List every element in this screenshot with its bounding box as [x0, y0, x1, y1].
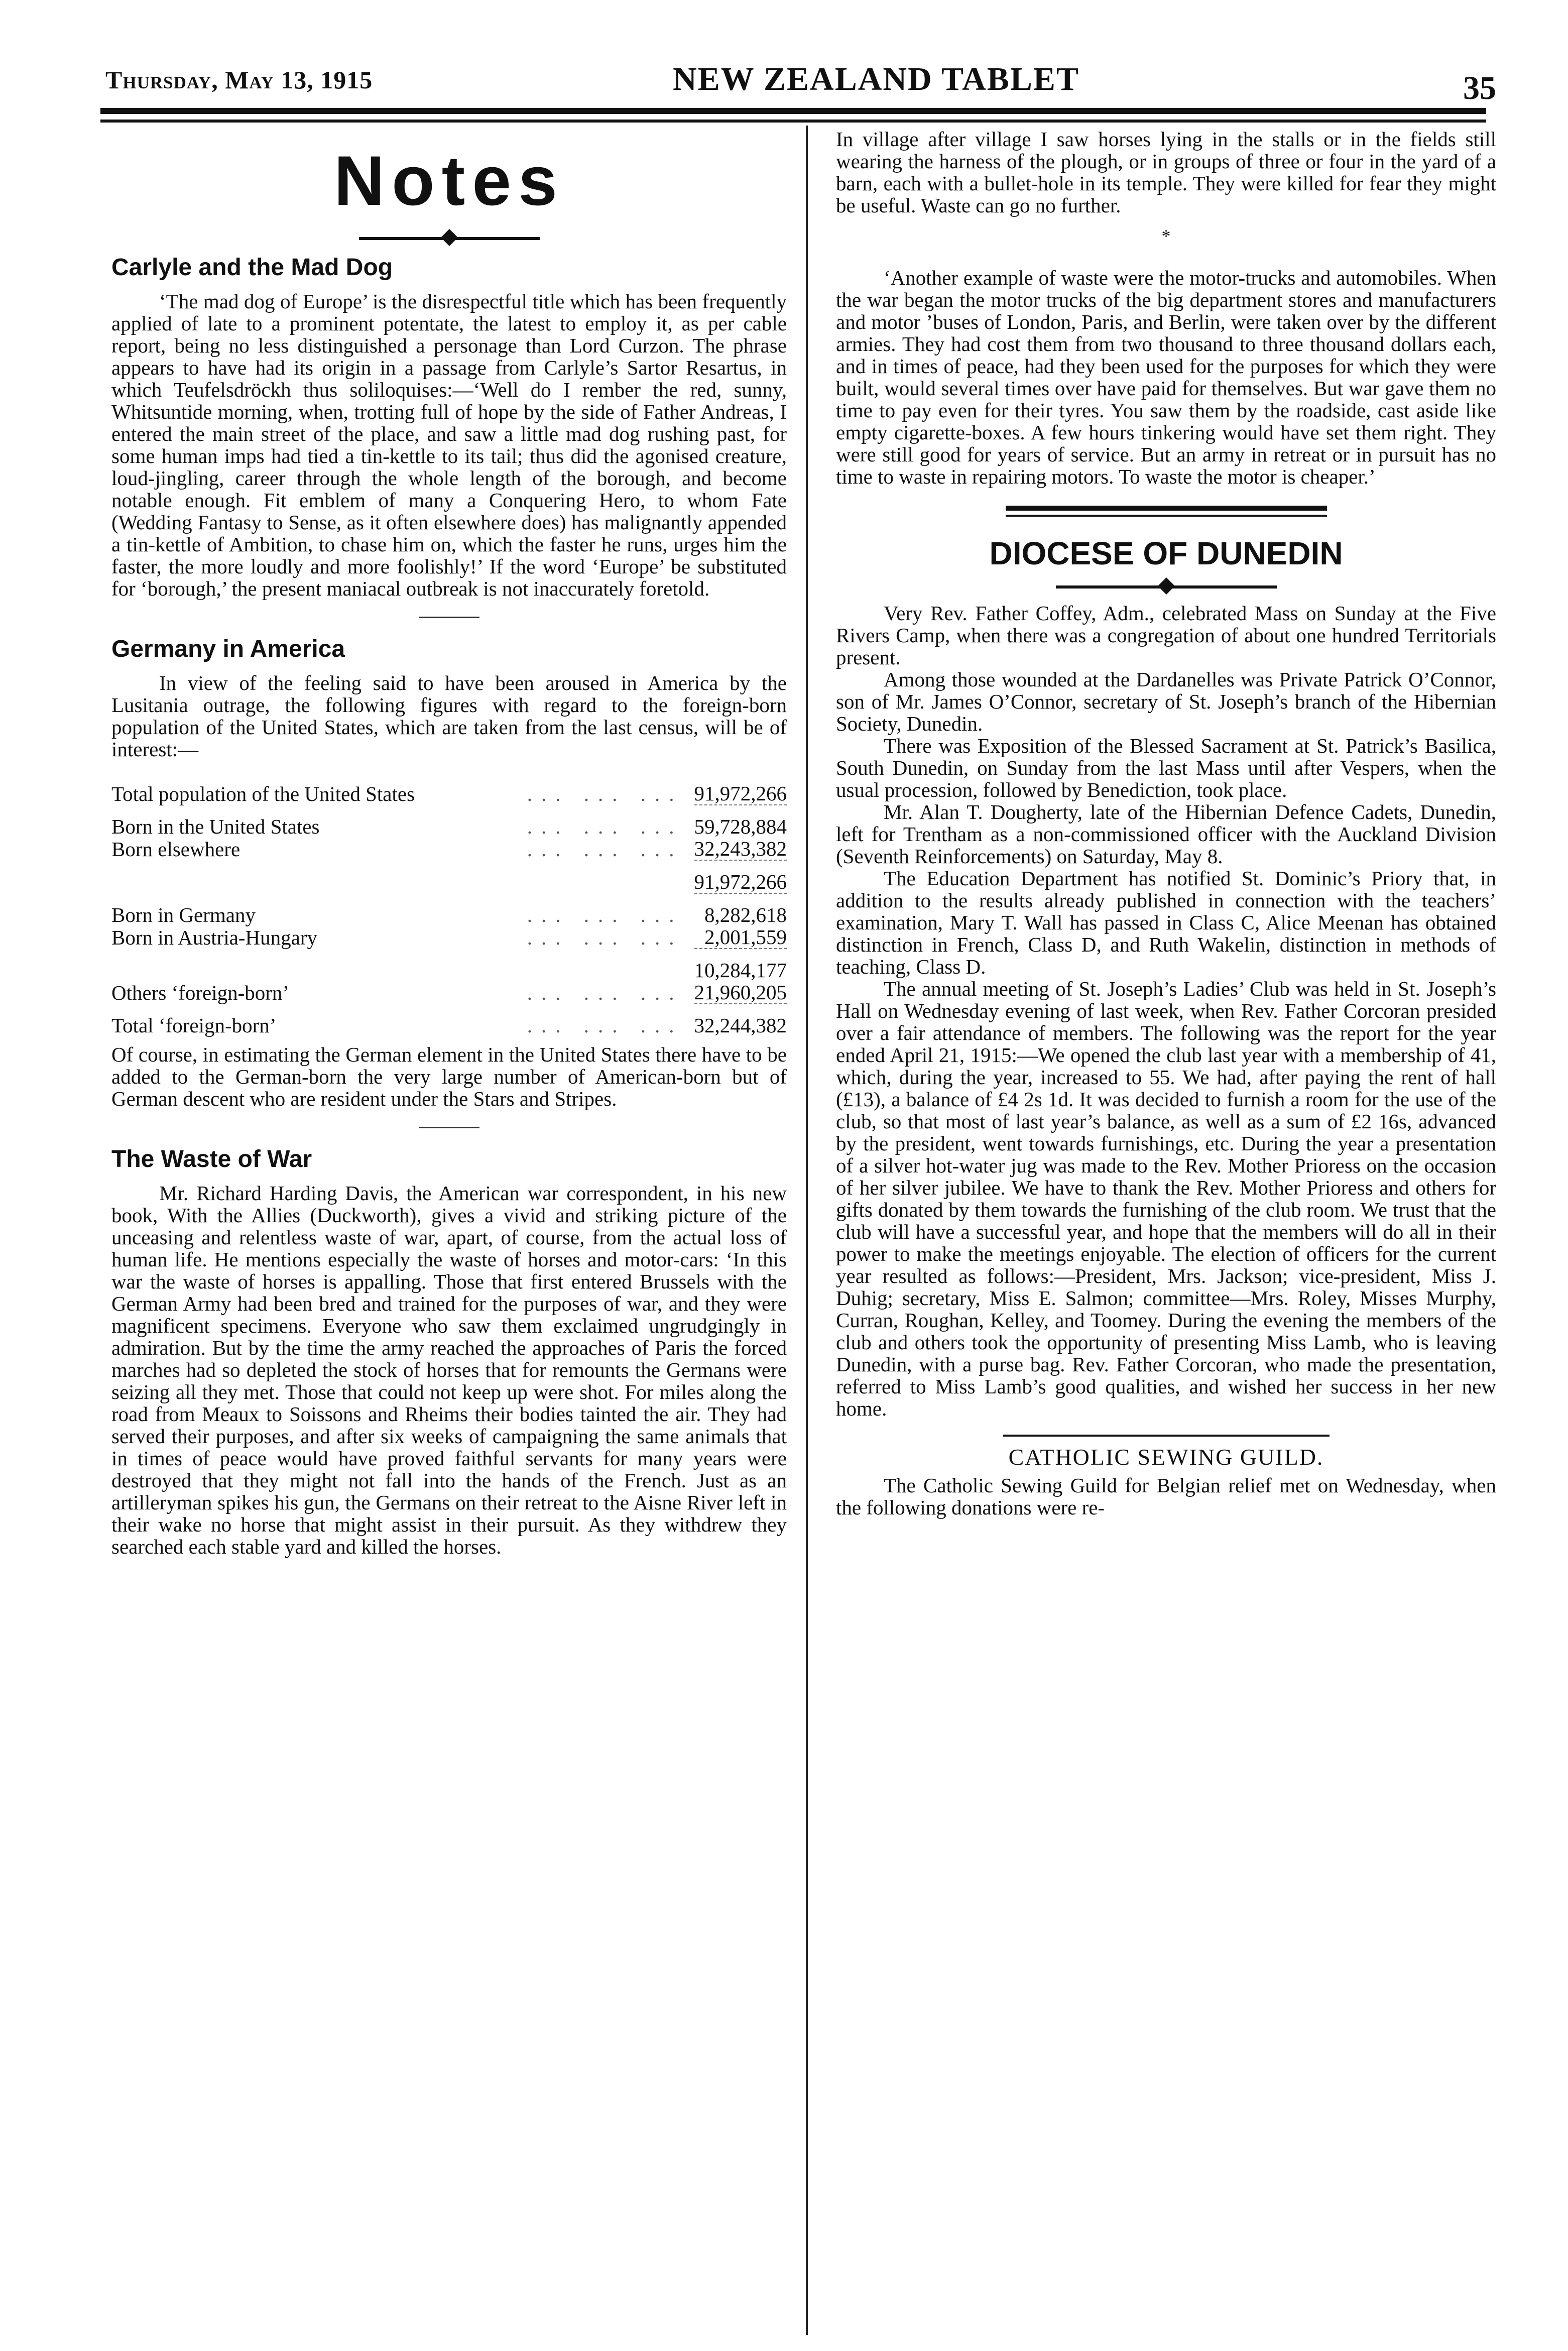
article-heading: Germany in America — [111, 636, 345, 662]
masthead-rule-thin — [100, 120, 1486, 123]
table-row: Born in Germany ... ... ... 8,282,618 — [111, 903, 787, 926]
section-heading: CATHOLIC SEWING GUILD. — [1008, 1444, 1324, 1470]
newspaper-title: NEW ZEALAND TABLET — [673, 61, 1079, 97]
section-rule — [419, 617, 479, 618]
diamond-icon — [1158, 577, 1175, 595]
news-item: There was Exposition of the Blessed Sacrament at St. Patrick’s Basilica, South Dunedin, on Sunday from the last Mass until after Vespers, when the usual procession, followed by Benediction, took place. — [836, 734, 1496, 801]
article-continuation: In village after village I saw horses lying in the stalls or in the fields still wearing the harness of the plough, or in groups of three or four in the yard of a barn, each with a bullet-hole in its temple. They were killed for fear they might be useful. Waste can go no further. — [836, 128, 1496, 217]
article-heading: Carlyle and the Mad Dog — [111, 254, 393, 281]
news-item: The Education Department has notified St. Dominic’s Priory that, in addition to the results already published in connection with the teachers’ examination, Mary T. Wall has passed in Class C, Alice Meenan has obtained distinction in French, Class D, and Ruth Wakelin, distinction in methods of teaching, Class D. — [836, 867, 1496, 978]
news-item: Among those wounded at the Dardanelles was Private Patrick O’Connor, son of Mr. James O’Connor, secretary of St. Joseph’s branch of the Hibernian Society, Dunedin. — [836, 668, 1496, 735]
article-heading: The Waste of War — [111, 1146, 312, 1172]
ornament-divider — [1056, 577, 1277, 597]
right-column — [836, 128, 1496, 1518]
diocese-section — [836, 535, 1496, 1420]
issue-date: Thursday, May 13, 1915 — [105, 66, 373, 94]
article-germany — [111, 635, 787, 1110]
page-number: 35 — [1463, 70, 1496, 106]
table-row: Total ‘foreign-born’ ... ... ... 32,244,382 — [111, 1014, 787, 1037]
news-item: The annual meeting of St. Joseph’s Ladies’ Club was held in St. Joseph’s Hall on Wednesday evening of last week, when Rev. Father Corcoran presided over a fair attendance of members. The following was the report for the year ended April 21, 1915:—We opened the club last year with a membership of 41, which, during the year, increased to 55. We had, after paying the rent of hall (£13), a balance of £4 2s 1d. It was decided to furnish a room for the use of the club, so that most of last year’s balance, as well as a sum of £2 16s, advanced by the president, went towards furnishings, etc. During the year a presentation of a silver hot-water jug was made to the Rev. Mother Prioress on the occasion of her silver jubilee. We have to thank the Rev. Mother Prioress and others for gifts donated by them towards the furnishing of the club room. We trust that the club will have a successful year, and hope that the members will do all in their power to make the meetings enjoyable. The election of officers for the current year resulted as follows:—President, Mrs. Jackson; vice-president, Miss J. Duhig; secretary, Miss E. Salmon; committee—Mrs. Roley, Misses Murphy, Curran, Roughan, Kelley, and Toomey. During the evening the members of the club and others took the opportunity of presenting Miss Lamb, who is leaving Dunedin, with a purse bag. Rev. Father Corcoran, who made the presentation, referred to Miss Lamb’s good qualities, and wished her success in her new home. — [836, 977, 1496, 1420]
table-row: Total population of the United States ... ... ... 91,972,266 — [111, 782, 787, 805]
news-item: The Catholic Sewing Guild for Belgian relief met on Wednesday, when the following donations were re- — [836, 1474, 1496, 1519]
article-intro: In view of the feeling said to have been aroused in America by the Lusitania outrage, the following figures with regard to the foreign-born population of the United States, which are taken from the last census, will be of interest:— — [111, 671, 787, 761]
ornament-divider — [359, 228, 540, 249]
table-row: Born in Austria-Hungary ... ... ... 2,001,559 — [111, 925, 787, 949]
table-row: 10,284,177 — [694, 959, 787, 982]
table-row: Born in the United States ... ... ... 59,728,884 — [111, 815, 787, 838]
masthead-rule-thick — [100, 108, 1486, 114]
masthead — [100, 55, 1496, 106]
left-column — [111, 128, 787, 1558]
article-carlyle — [111, 254, 787, 600]
article-body: ‘The mad dog of Europe’ is the disrespectful title which has been frequently applied of late to a prominent potentate, the latest to employ it, as per cable report, being no less distinguished a personage than Lord Curzon. The phrase appears to have had its origin in a passage from Carlyle’s Sartor Resartus, in which Teufelsdröckh thus soliloquises:—‘Well do I rember the red, sunny, Whitsuntide morning, when, trotting full of hope by the side of Father Andreas, I entered the main street of the place, and saw a little mad dog rushing past, for some human imps had tied a tin-kettle to its tail; thus did the agonised creature, loud-jingling, career through the whole length of the borough, and become notable enough. Fit emblem of many a Conquering Hero, to whom Fate (Wedding Fantasy to Sense, as it often elsewhere does) has malignantly appended a tin-kettle of Ambition, to chase him on, which the faster he runs, urges him the faster, the more loudly and more foolishly!’ If the word ‘Europe’ be substituted for ‘borough,’ the present maniacal outbreak is not inaccurately foretold. — [111, 290, 787, 600]
diamond-icon — [441, 229, 458, 246]
table-row: Others ‘foreign-born’ ... ... ... 21,960,205 — [111, 981, 787, 1004]
notes-title: Notes — [334, 141, 564, 220]
double-rule — [1006, 506, 1327, 517]
article-continuation: ‘Another example of waste were the motor-trucks and automobiles. When the war began the motor trucks of the big department stores and manufacturers and motor ’buses of London, Paris, and Berlin, were taken over by the different armies. They had cost them from two thousand to three thousand dollars each, and in times of peace, had they been used for the purposes for which they were built, would several times over have paid for themselves. But war gave them no time to pay even for their tyres. You saw them by the roadside, cast aside like empty cigarette-boxes. A few hours tinkering would have set them right. They were still good for years of service. But an army in retreat or in pursuit has no time to waste in repairing motors. To waste the motor is cheaper.’ — [836, 266, 1496, 488]
asterism-icon: * — [1161, 226, 1171, 246]
article-waste-of-war — [111, 1145, 787, 1558]
news-item: Very Rev. Father Coffey, Adm., celebrated Mass on Sunday at the Five Rivers Camp, when there was a congregation of about one hundred Territorials present. — [836, 602, 1496, 669]
census-table — [111, 782, 787, 1036]
news-item: Mr. Alan T. Dougherty, late of the Hibernian Defence Cadets, Dunedin, left for Trentham as a non-commissioned officer with the Auckland Division (Seventh Reinforcements) on Saturday, May 8. — [836, 800, 1496, 868]
column-divider — [806, 126, 808, 2335]
section-rule — [419, 1127, 479, 1128]
sewing-guild-section — [836, 1444, 1496, 1518]
section-rule — [1003, 1435, 1330, 1437]
table-row: Born elsewhere ... ... ... 32,243,382 — [111, 837, 787, 861]
section-heading: DIOCESE OF DUNEDIN — [989, 535, 1343, 571]
article-body: Mr. Richard Harding Davis, the American war correspondent, in his new book, With the Allies (Duckworth), gives a vivid and striking picture of the unceasing and relentless waste of war, apart, of course, from the actual loss of human life. He mentions especially the waste of horses and motor-cars: ‘In this war the waste of horses is appalling. Those that first entered Brussels with the German Army had been bred and trained for the purposes of war, and they were magnificent specimens. Everyone who saw them exclaimed ungrudgingly in admiration. But by the time the army reached the approaches of Paris the forced marches had so depleted the stock of horses that for remounts the Germans were seizing all they met. Those that could not keep up were shot. For miles along the road from Meaux to Soissons and Rheims their bodies tainted the air. They had served their purposes, and after six weeks of campaigning the same animals that in times of peace would have proved faithful servants for many years were destroyed that they might not fall into the hands of the French. Just as an artilleryman spikes his gun, the Germans on their retreat to the Aisne River left in their wake no horse that might assist in their pursuit. As they withdrew they searched each stable yard and killed the horses. — [111, 1182, 787, 1558]
table-row: 91,972,266 — [694, 870, 787, 893]
article-outro: Of course, in estimating the German element in the United States there have to be added to the German-born the very large number of American-born but of German descent who are resident under the Stars and Stripes. — [111, 1043, 787, 1110]
